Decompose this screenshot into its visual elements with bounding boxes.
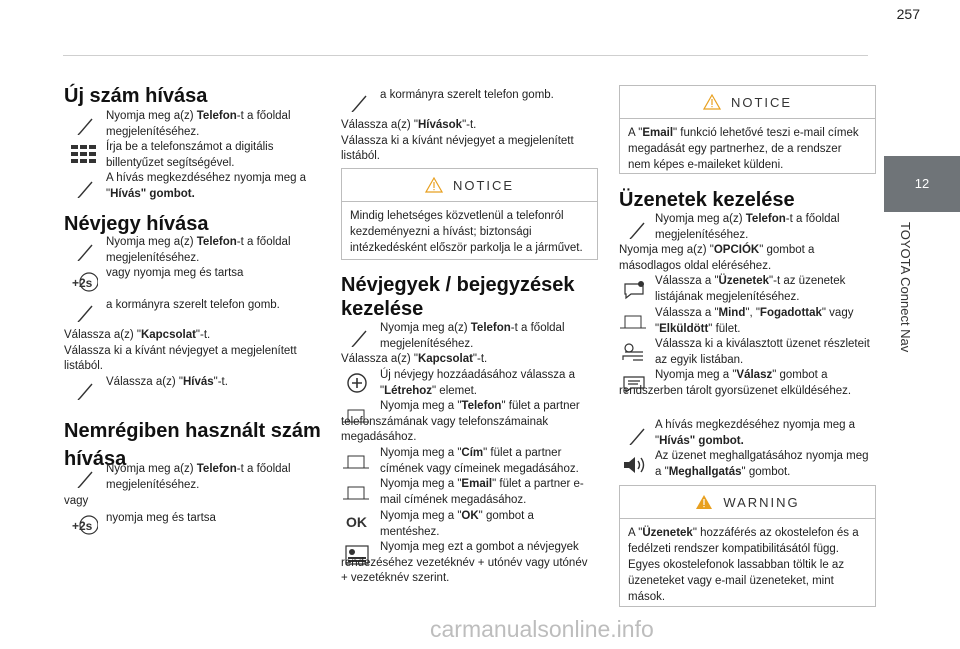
notice-title: NOTICE — [730, 94, 793, 110]
step-text: Válassza a(z) "Hívások"-t. Válassza ki a kívánt névjegyet a megjelenített listából. — [341, 119, 574, 162]
step-text: nyomja meg és tartsa — [106, 512, 216, 524]
warning-title: WARNING — [723, 494, 800, 510]
step-text: a kormányra szerelt telefon gomb. — [380, 89, 554, 101]
step-text: Válassza a(z) "Hívás"-t. — [106, 376, 228, 388]
heading-manage-contacts: Névjegyek / bejegyzések kezelése — [341, 274, 575, 320]
step-text: Válassza a "Üzenetek"-t az üzenetek listájának megjelenítéséhez. — [655, 275, 846, 303]
pen-icon — [346, 327, 374, 347]
warning-triangle-icon — [703, 94, 721, 110]
step-text: Új névjegy hozzáadásához válassza a "Létrehoz" elemet. — [380, 369, 575, 397]
keypad-icon — [70, 144, 98, 164]
pen-icon — [624, 219, 652, 239]
step-text: Nyomja meg a(z) Telefon-t a főoldal megjelenítéséhez. vagy nyomja meg és tartsa — [106, 236, 291, 279]
heading-recent-number: Nemrégiben használt szám hívása — [64, 420, 321, 470]
step-text: Válassza a "Mind", "Fogadottak" vagy "Elküldött" fület. — [655, 307, 854, 335]
page-number: 257 — [896, 6, 920, 22]
step-text: A hívás megkezdéséhez nyomja meg a "Hívás" gombot. — [655, 419, 856, 447]
pen-icon — [72, 468, 100, 488]
step-text: Nyomja meg a "Válasz" gombot a rendszerben tárolt gyorsüzenet elküldéséhez. — [619, 369, 852, 397]
step-text: Nyomja meg a(z) Telefon-t a főoldal megjelenítéséhez. — [380, 322, 565, 350]
svg-text:+2s: +2s — [72, 276, 93, 290]
pen-icon — [624, 425, 652, 445]
chapter-title: TOYOTA Connect Nav — [898, 222, 913, 353]
notice-title: NOTICE — [452, 177, 515, 193]
step-text: vagy — [64, 495, 89, 507]
speaker-icon — [621, 455, 649, 475]
step-text: Nyomja meg a "Cím" fület a partner címének vagy címeinek megadásához. — [380, 447, 579, 475]
step-text: Nyomja meg ezt a gombot a névjegyek rendezéséhez vezetéknév + utónév vagy utónév + vezetéknév szerint. — [341, 541, 588, 584]
notice-box — [341, 168, 598, 260]
step-text: Nyomja meg a(z) Telefon-t a főoldal megjelenítéséhez. — [106, 463, 291, 491]
step-text: Válassza a(z) "Kapcsolat"-t. — [341, 353, 488, 365]
heading-contact-call: Névjegy hívása — [64, 213, 209, 235]
warning-triangle-icon — [425, 177, 443, 193]
chapter-tab[interactable]: 12 — [884, 156, 960, 212]
pen-icon — [72, 115, 100, 135]
header-divider — [63, 55, 868, 56]
step-text: Válassza a(z) "Kapcsolat"-t. Válassza ki a kívánt névjegyet a megjelenített listából. — [64, 329, 297, 372]
tab-icon — [342, 482, 370, 502]
warning-body: A "Üzenetek" hozzáférés az okostelefon és a fedélzeti rendszer kompatibilitásától függ. Egyes okostelefonok lassabban töltik le az üzeneteket vagy e-mail üzeneteket, mint mások. — [628, 527, 859, 603]
step-text: Nyomja meg a(z) Telefon-t a főoldal megjelenítéséhez. — [655, 213, 840, 241]
step-text: Nyomja meg a "Telefon" fület a partner telefonszámának vagy telefonszámainak megadásához. — [341, 400, 580, 443]
step-text: Az üzenet meghallgatásához nyomja meg a "Meghallgatás" gombot. — [655, 450, 869, 478]
pen-icon — [72, 241, 100, 261]
step-text: Nyomja meg a "OK" gombot a mentéshez. — [380, 510, 534, 538]
heading-new-number: Új szám hívása — [64, 85, 208, 107]
step-text: A hívás megkezdéséhez nyomja meg a "Hívás" gombot. — [106, 172, 307, 200]
step-text: Nyomja meg a(z) Telefon-t a főoldal megjelenítéséhez. — [106, 110, 291, 138]
notice-body: Mindig lehetséges közvetlenül a telefonról kezdeményezni a hívást; biztonsági intézkedésként először parkolja le a járművet. — [350, 210, 583, 254]
heading-manage-messages: Üzenetek kezelése — [619, 189, 795, 211]
step-text: Válassza ki a kiválasztott üzenet részleteit az egyik listában. — [655, 338, 870, 366]
pen-icon — [72, 178, 100, 198]
step-text: Írja be a telefonszámot a digitális billentyűzet segítségével. — [106, 141, 274, 169]
pen-icon — [72, 380, 100, 400]
message-detail-icon — [621, 342, 649, 362]
tab-icon — [342, 451, 370, 471]
add-circle-icon — [345, 373, 373, 393]
phone-2s-icon — [70, 272, 98, 292]
step-text: Nyomja meg a(z) "OPCIÓK" gombot a másodlagos oldal eléréséhez. — [619, 244, 815, 272]
pen-icon — [72, 302, 100, 322]
messages-icon — [621, 280, 649, 300]
tab-icon — [619, 311, 647, 331]
step-text: Nyomja meg a "Email" fület a partner e-mail címének megadásához. — [380, 478, 584, 506]
notice-box — [619, 85, 876, 174]
notice-body: A "Email" funkció lehetővé teszi e-mail címek megadását egy partnerhez, de a rendszer nem képes e-maileket küldeni. — [628, 127, 859, 171]
step-text: a kormányra szerelt telefon gomb. — [106, 299, 280, 311]
warning-box — [619, 485, 876, 607]
phone-2s-icon — [70, 515, 98, 535]
watermark: carmanualsonline.info — [430, 616, 654, 642]
svg-text:+2s: +2s — [72, 519, 93, 533]
pen-icon — [346, 92, 374, 112]
warning-filled-icon — [695, 494, 713, 510]
ok-icon: OK — [346, 514, 367, 530]
